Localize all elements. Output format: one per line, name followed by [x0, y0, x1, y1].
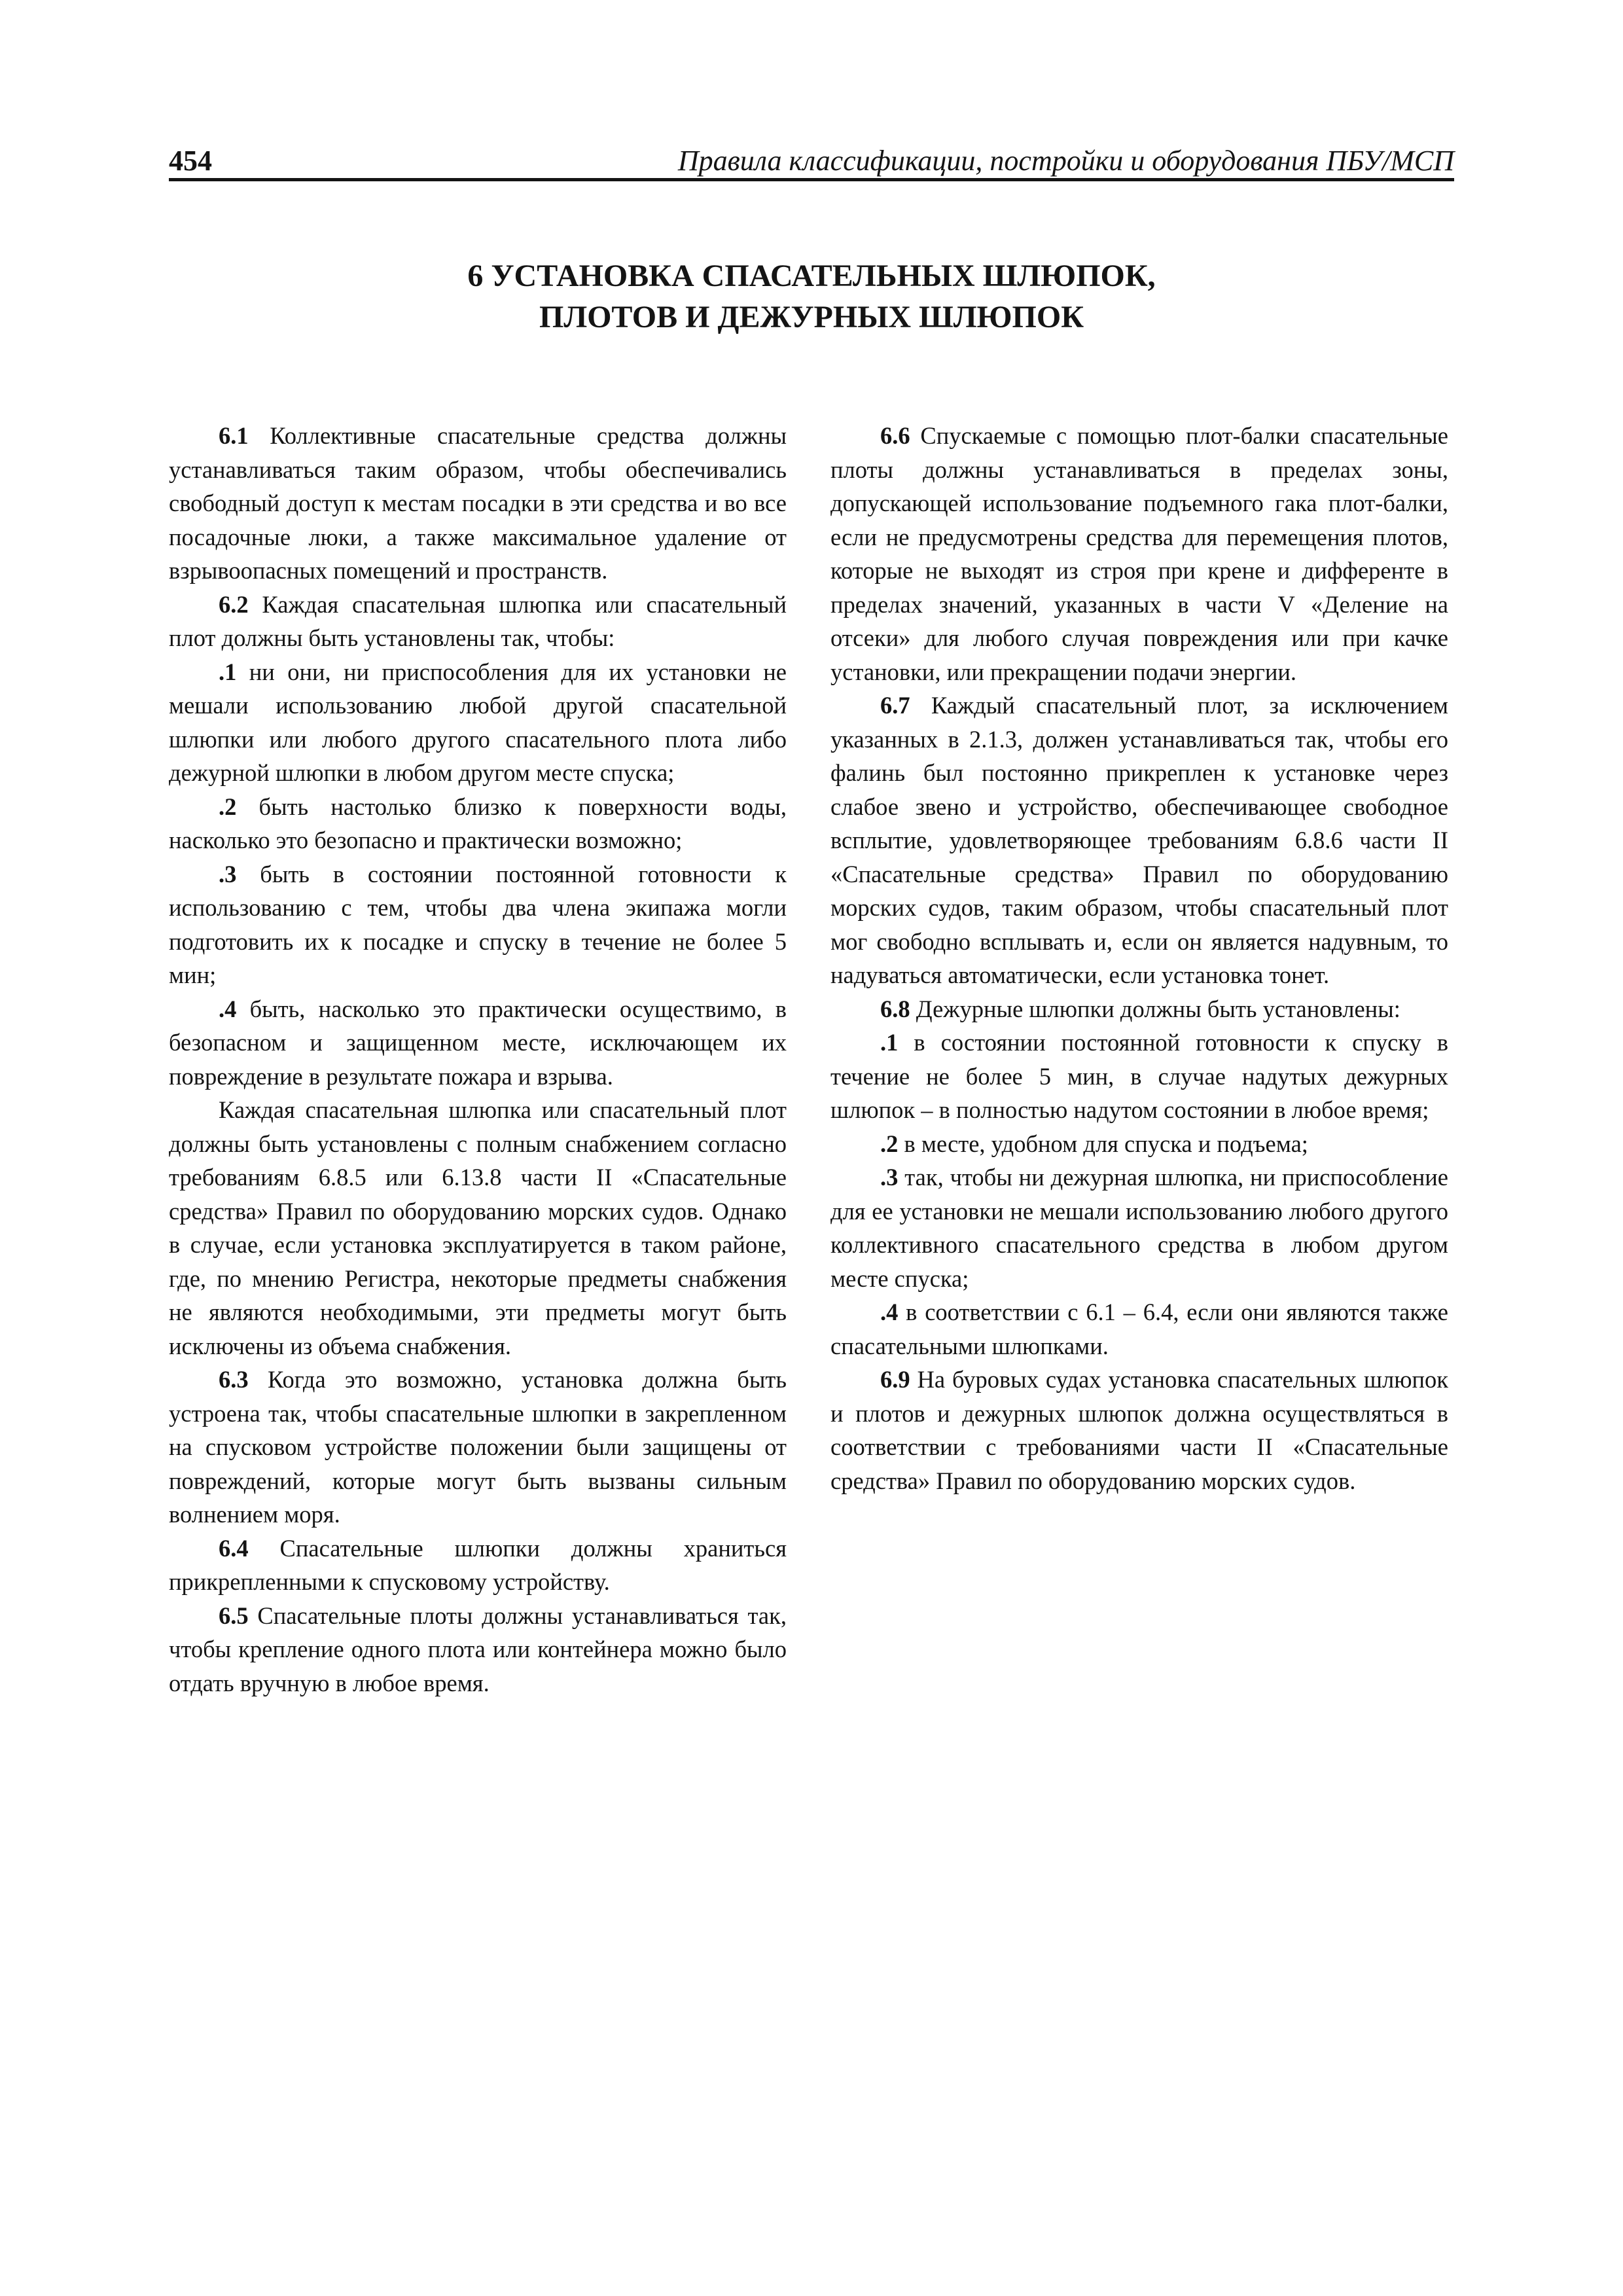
paragraph-number: 6.4 — [219, 1534, 249, 1562]
list-item — [830, 1026, 1448, 1127]
item-text: быть настолько близко к поверхности воды, насколько это безопасно и практически возможно; — [169, 793, 787, 853]
paragraph-number: 6.8 — [880, 995, 910, 1022]
paragraph-number: 6.1 — [219, 422, 249, 449]
item-text: в соответствии с 6.1 – 6.4, если они являются также спасательными шлюпками. — [830, 1299, 1448, 1359]
item-number: .1 — [880, 1029, 899, 1056]
item-number: .3 — [880, 1164, 899, 1191]
list-item — [169, 655, 787, 790]
paragraph-text: Каждый спасательный плот, за исключением указанных в 2.1.3, должен устанавливаться так, чтобы его фалинь был постоянно прикреплен к установке через слабое звено и устройство, обеспечивающее свободное всплытие, удовлетворяющее требованиям 6.8.6 части II «Спасательные средства» Правил по оборудованию морских судов, таким образом, чтобы спасательный плот мог свободно всплывать и, если он является надувным, то надуваться автоматически, если установка тонет. — [830, 692, 1448, 988]
header-rule — [169, 178, 1454, 181]
paragraph-number: 6.9 — [880, 1366, 910, 1393]
item-text: в месте, удобном для спуска и подъема; — [898, 1130, 1308, 1157]
item-text: в состоянии постоянной готовности к спуску в течение не более 5 мин, в случае надутых дежурных шлюпок – в полностью надутом состоянии в любое время; — [830, 1029, 1448, 1123]
paragraph-text: Дежурные шлюпки должны быть установлены: — [910, 995, 1400, 1022]
paragraph-number: 6.6 — [880, 422, 910, 449]
right-column — [830, 419, 1448, 1498]
paragraph — [830, 1363, 1448, 1498]
item-text: так, чтобы ни дежурная шлюпка, ни приспособление для ее установки не мешали использованию любого другого коллективного спасательного средства в любом другом месте спуска; — [830, 1164, 1448, 1292]
chapter-title-line-1: 6 УСТАНОВКА СПАСАТЕЛЬНЫХ ШЛЮПОК, — [467, 259, 1156, 293]
list-item — [830, 1295, 1448, 1363]
paragraph — [169, 588, 787, 655]
item-text: быть, насколько это практически осуществимо, в безопасном и защищенном месте, исключающем их повреждение в результате пожара и взрыва. — [169, 995, 787, 1090]
list-item — [169, 790, 787, 857]
list-item — [830, 1127, 1448, 1161]
list-item — [169, 992, 787, 1094]
paragraph-number: 6.3 — [219, 1366, 249, 1393]
item-number: .2 — [880, 1130, 899, 1157]
list-item — [830, 1160, 1448, 1295]
paragraph — [830, 992, 1448, 1026]
item-number: .1 — [219, 658, 237, 685]
paragraph-text: Спасательные плоты должны устанавливаться так, чтобы крепление одного плота или контейнера можно было отдать вручную в любое время. — [169, 1602, 787, 1696]
item-number: .3 — [219, 860, 237, 888]
page-header — [169, 143, 1454, 179]
paragraph-text: На буровых судах установка спасательных шлюпок и плотов и дежурных шлюпок должна осуществляться в соответствии с требованиями части II «Спасательные средства» Правил по оборудованию морских судов. — [830, 1366, 1448, 1494]
paragraph-number: 6.2 — [219, 590, 249, 618]
paragraph — [169, 1532, 787, 1599]
paragraph — [169, 419, 787, 588]
running-title: Правила классификации, постройки и оборудования ПБУ/МСП — [677, 145, 1454, 177]
paragraph — [830, 689, 1448, 992]
item-number: .2 — [219, 793, 237, 820]
item-number: .4 — [880, 1299, 899, 1325]
paragraph — [830, 419, 1448, 689]
list-item — [169, 857, 787, 992]
paragraph-text: Когда это возможно, установка должна быть устроена так, чтобы спасательные шлюпки в закрепленном на спусковом устройстве положении были защищены от повреждений, которые могут быть вызваны сильным волнением моря. — [169, 1366, 787, 1528]
item-text: быть в состоянии постоянной готовности к использованию с тем, чтобы два члена экипажа могли подготовить их к посадке и спуску в течение не более 5 мин; — [169, 860, 787, 988]
item-text: ни они, ни приспособления для их установки не мешали использованию любой другой спасательной шлюпки или любого другого спасательного плота либо дежурной шлюпки в любом другом месте спуска; — [169, 658, 787, 786]
paragraph-text: Каждая спасательная шлюпка или спасательный плот должны быть установлены так, чтобы: — [169, 590, 787, 651]
paragraph — [169, 1599, 787, 1700]
paragraph-number: 6.7 — [880, 692, 910, 719]
chapter-title — [169, 255, 1454, 338]
chapter-title-line-2: ПЛОТОВ И ДЕЖУРНЫХ ШЛЮПОК — [539, 300, 1084, 334]
paragraph-text: Коллективные спасательные средства должны устанавливаться таким образом, чтобы обеспечивались свободный доступ к местам посадки в эти средства и во все посадочные люки, а также максимальное удаление от взрывоопасных помещений и пространств. — [169, 422, 787, 584]
item-number: .4 — [219, 995, 237, 1022]
paragraph-text: Каждая спасательная шлюпка или спасательный плот должны быть установлены с полным снабжением согласно требованиям 6.8.5 или 6.13.8 части II «Спасательные средства» Правил по оборудованию морских судов. Однако в случае, если установка эксплуатируется в таком районе, где, по мнению Регистра, некоторые предметы снабжения не являются необходимыми, эти предметы могут быть исключены из объема снабжения. — [169, 1096, 787, 1359]
paragraph-number: 6.5 — [219, 1602, 249, 1629]
paragraph — [169, 1093, 787, 1363]
paragraph-text: Спускаемые с помощью плот-балки спасательные плоты должны устанавливаться в пределах зоны, допускающей использование подъемного гака плот-балки, если не предусмотрены средства для перемещения плотов, которые не выходят из строя при крене и дифференте в пределах значений, указанных в части V «Деление на отсеки» для любого случая повреждения или при качке установки, или прекращении подачи энергии. — [830, 422, 1448, 685]
left-column — [169, 419, 787, 1700]
page-number: 454 — [169, 145, 212, 177]
paragraph-text: Спасательные шлюпки должны храниться прикрепленными к спусковому устройству. — [169, 1534, 787, 1595]
paragraph — [169, 1363, 787, 1532]
